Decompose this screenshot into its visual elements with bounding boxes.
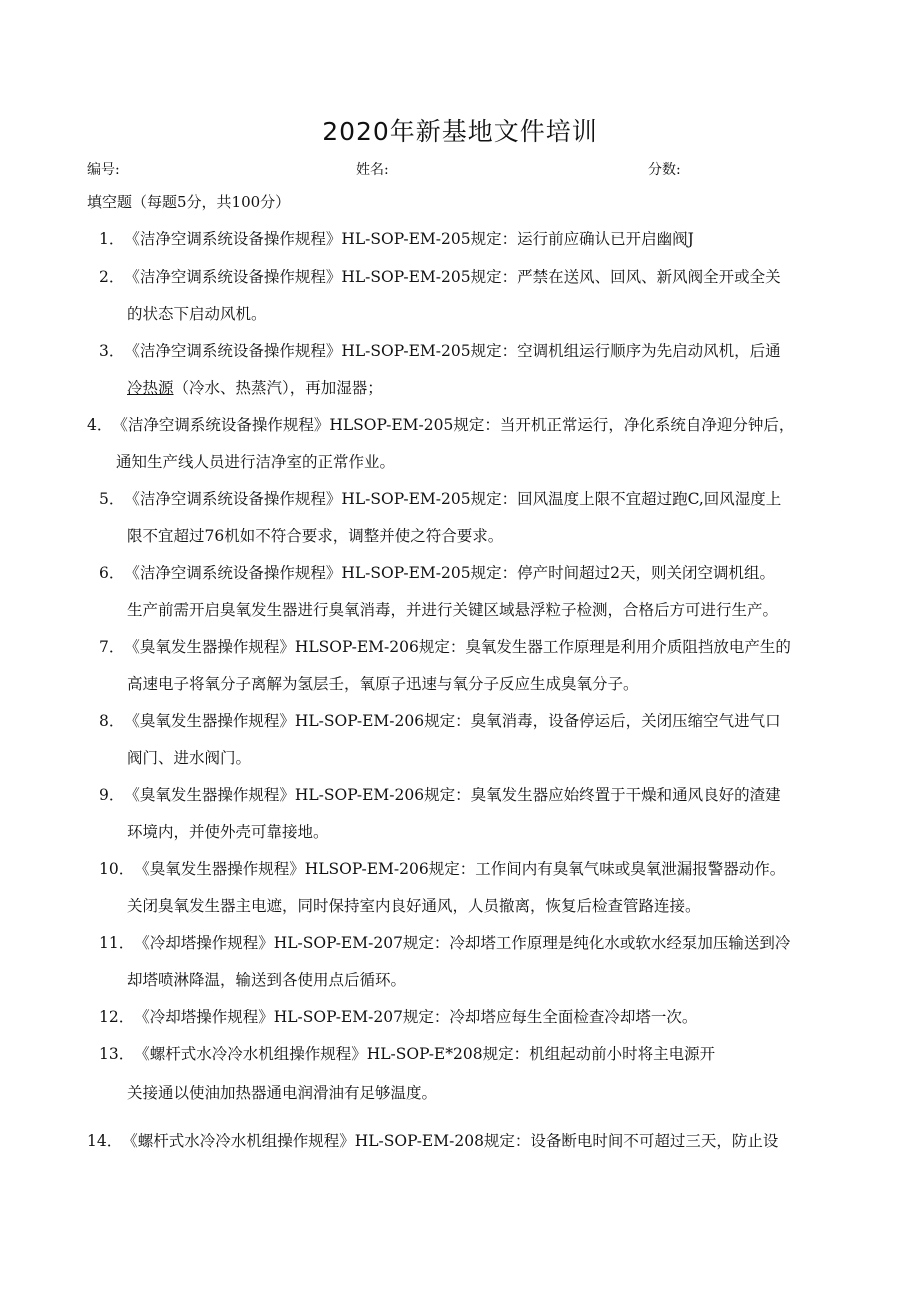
question-3 xyxy=(99,341,781,361)
question-5-continued: 限不宜超过76机如不符合要求，调整并使之符合要求。 xyxy=(127,527,504,545)
question-text: 《冷却塔操作规程》HL-SOP-EM-207规定：冷却塔应每生全面检查冷却塔一次。 xyxy=(134,1008,698,1026)
question-number: 3． xyxy=(99,342,125,360)
question-4-continued: 通知生产线人员进行洁净室的正常作业。 xyxy=(116,453,396,471)
question-10-continued: 关闭臭氧发生器主电遮，同时保持室内良好通风，人员撤离，恢复后检查管路连接。 xyxy=(127,897,701,915)
question-9 xyxy=(99,785,781,805)
question-6-continued: 生产前需开启臭氧发生器进行臭氧消毒，并进行关键区域悬浮粒子检测，合格后方可进行生产。 xyxy=(127,601,779,619)
question-13-continued: 关接通以使油加热器通电润滑油有足够温度。 xyxy=(127,1084,438,1102)
question-7-continued: 高速电子将氧分子离解为氢层壬，氧原子迅速与氧分子反应生成臭氧分子。 xyxy=(127,675,639,693)
page-title: 2020年新基地文件培训 xyxy=(322,117,598,146)
question-1 xyxy=(99,229,694,249)
question-text: 《洁净空调系统设备操作规程》HLSOP-EM-205规定：当开机正常运行，净化系统自净迎分钟后， xyxy=(112,416,795,434)
question-number: 10． xyxy=(99,860,135,878)
question-number: 7． xyxy=(99,638,125,656)
question-8-continued: 阀门、进水阀门。 xyxy=(127,749,252,767)
question-9-continued: 环境内，并使外壳可靠接地。 xyxy=(127,823,329,841)
question-7 xyxy=(99,637,791,657)
question-12 xyxy=(99,1007,697,1027)
question-number: 12． xyxy=(99,1008,135,1026)
question-11-continued: 却塔喷淋降温，输送到各使用点后循环。 xyxy=(127,971,407,989)
question-text: 《螺杆式水冷冷水机组操作规程》HL-SOP-E*208规定：机组起动前小时将主电源开 xyxy=(134,1045,716,1063)
question-4 xyxy=(87,415,794,435)
question-8 xyxy=(99,711,781,731)
question-2-continued: 的状态下启动风机。 xyxy=(127,305,267,323)
question-number: 4． xyxy=(87,416,113,434)
question-number: 14． xyxy=(87,1132,123,1150)
question-text: 《洁净空调系统设备操作规程》HL-SOP-EM-205规定：回风温度上限不宜超过跑C,回风湿度上 xyxy=(124,490,782,508)
question-2 xyxy=(99,267,781,287)
question-3-continued xyxy=(127,378,383,398)
question-10 xyxy=(99,859,785,879)
question-number: 1． xyxy=(99,230,125,248)
question-text: 《臭氧发生器操作规程》HLSOP-EM-206规定：工作间内有臭氧气味或臭氧泄漏报警器动作。 xyxy=(134,860,786,878)
section-heading: 填空题（每题5分，共100分） xyxy=(87,193,291,211)
question-text: 《洁净空调系统设备操作规程》HL-SOP-EM-205规定：运行前应确认已开启幽阀J xyxy=(124,230,694,248)
question-number: 2． xyxy=(99,268,125,286)
question-number: 11． xyxy=(99,934,135,952)
name-label: 姓名: xyxy=(356,162,389,178)
question-text: （冷水、热蒸汽），再加湿器； xyxy=(173,379,383,397)
underlined-answer: 冷热源 xyxy=(127,379,174,397)
question-number: 9． xyxy=(99,786,125,804)
question-11 xyxy=(99,933,790,953)
question-14 xyxy=(87,1131,778,1151)
question-text: 《冷却塔操作规程》HL-SOP-EM-207规定：冷却塔工作原理是纯化水或软水经泵加压输送到冷 xyxy=(134,934,791,952)
question-text: 《螺杆式水冷冷水机组操作规程》HL-SOP-EM-208规定：设备断电时间不可超过三天，防止设 xyxy=(122,1132,779,1150)
question-text: 《洁净空调系统设备操作规程》HL-SOP-EM-205规定：严禁在送风、回风、新风阀全开或全关 xyxy=(124,268,781,286)
question-text: 《臭氧发生器操作规程》HL-SOP-EM-206规定：臭氧发生器应始终置于干燥和通风良好的渣建 xyxy=(124,786,781,804)
question-5 xyxy=(99,489,781,509)
question-text: 《洁净空调系统设备操作规程》HL-SOP-EM-205规定：空调机组运行顺序为先启动风机，后通 xyxy=(124,342,781,360)
question-number: 8． xyxy=(99,712,125,730)
question-6 xyxy=(99,563,775,583)
question-number: 5． xyxy=(99,490,125,508)
question-number: 13． xyxy=(99,1045,135,1063)
question-13 xyxy=(99,1044,715,1064)
score-label: 分数: xyxy=(648,162,681,178)
question-text: 《臭氧发生器操作规程》HL-SOP-EM-206规定：臭氧消毒，设备停运后，关闭压缩空气进气口 xyxy=(124,712,781,730)
question-text: 《臭氧发生器操作规程》HLSOP-EM-206规定：臭氧发生器工作原理是利用介质阻挡放电产生的 xyxy=(124,638,791,656)
question-number: 6． xyxy=(99,564,125,582)
number-label: 编号: xyxy=(87,162,120,178)
question-text: 《洁净空调系统设备操作规程》HL-SOP-EM-205规定：停产时间超过2天，则关闭空调机组。 xyxy=(124,564,775,582)
